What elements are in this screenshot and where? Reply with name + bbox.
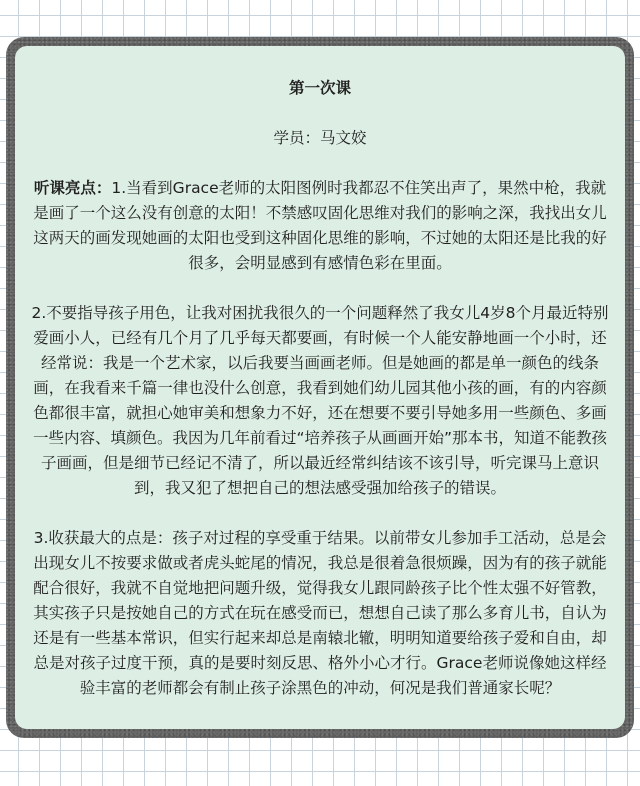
highlight-label: 听课亮点：: [33, 179, 112, 197]
paragraph-3: 3.收获最大的点是：孩子对过程的享受重于结果。以前带女儿参加手工活动，总是会出现女儿不按要求做或者虎头蛇尾的情况，我总是很着急很烦躁，因为有的孩子就能配合很好，我就不自觉地把问题升级，觉得我女儿跟同龄孩子比个性太强不好管教，其实孩子只是按她自己的方式在玩在感受而已，想想自己读了那么多育儿书，自认为还是有一些基本常识，但实行起来却总是南辕北辙，明明知道要给孩子爱和自由，却总是对孩子过度干预，真的是要时刻反思、格外小心才行。Grace老师说像她这样经验丰富的老师都会有制止孩子涂黑色的冲动，何况是我们普通家长呢？: [33, 529, 607, 697]
card-frame: [6, 37, 634, 738]
paragraph-2: 2.不要指导孩子用色，让我对困扰我很久的一个问题释然了我女儿4岁8个月最近特别爱画小人，已经有几个月了几乎每天都要画，有时候一个人能安静地画一个小时，还经常说：我是一个艺术家，以后我要当画画老师。但是她画的都是单一颜色的线条画，在我看来千篇一律也没什么创意，我看到她们幼儿园其他小孩的画，有的内容颜色都很丰富，就担心她审美和想象力不好，还在想要不要引导她多用一些颜色、多画一些内容、填颜色。我因为几年前看过“培养孩子从画画开始”那本书，知道不能教孩子画画，但是细节已经记不清了，所以最近经常纠结该不该引导，听完课马上意识到，我又犯了想把自己的想法感受强加给孩子的错误。: [31, 304, 609, 497]
paragraph-1: [29, 176, 611, 276]
paragraph-1-text: 1.当看到Grace老师的太阳图例时我都忍不住笑出声了，果然中枪，我就是画了一个这么没有创意的太阳！不禁感叹固化思维对我们的影响之深，我找出女儿这两天的画发现她画的太阳也受到这种固化思维的影响，不过她的太阳还是比我的好很多，会明显感到有感情色彩在里面。: [33, 179, 607, 272]
student-name: 学员：马文姣: [273, 129, 367, 147]
note-card: [15, 46, 625, 729]
lesson-title: 第一次课: [288, 79, 351, 97]
